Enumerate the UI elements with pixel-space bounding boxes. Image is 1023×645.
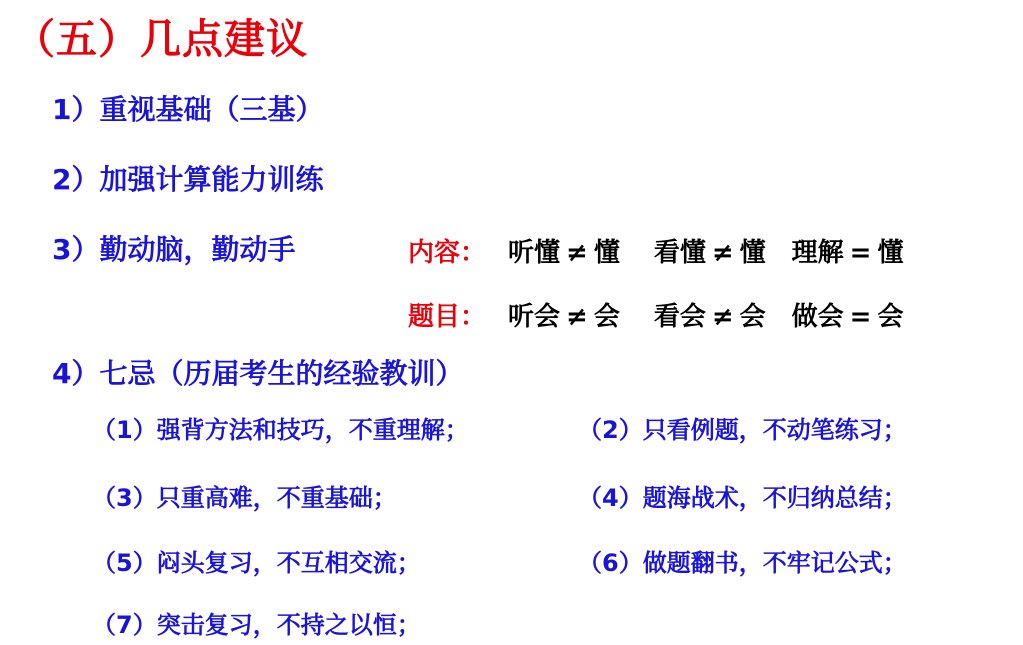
row2-op-3: = (849, 302, 872, 332)
taboo-item-5: （5）闷头复习，不互相交流； (92, 549, 421, 577)
row2-cell-4: 会 (739, 302, 766, 332)
row1-cell-3: 看懂 (653, 238, 706, 268)
row2-cell-2: 会 (593, 302, 620, 332)
taboo-item-3: （3）只重高难，不重基础； (92, 484, 397, 512)
row1-op-2: ≠ (711, 238, 734, 268)
taboo-item-1: （1）强背方法和技巧，不重理解； (92, 416, 469, 444)
table-row1-label: 内容： (408, 238, 487, 268)
table-row1-cells (508, 232, 903, 269)
taboo-item-4: （4）题海战术，不归纳总结； (578, 484, 907, 512)
taboo-item-6: （6）做题翻书，不牢记公式； (578, 549, 907, 577)
taboo-item-7: （7）突击复习，不持之以恒； (92, 611, 421, 639)
row1-op-1: ≠ (566, 238, 588, 268)
table-row2-cells (508, 296, 903, 333)
row2-cell-6: 会 (877, 302, 904, 332)
page-title: （五）几点建议 (14, 15, 308, 63)
row1-cell-1: 听懂 (508, 238, 561, 268)
suggestion-item-3: 3）勤动脑，勤动手 (52, 233, 296, 266)
row2-op-2: ≠ (711, 302, 734, 332)
row1-cell-2: 懂 (593, 238, 620, 268)
row2-op-1: ≠ (566, 302, 588, 332)
row2-cell-3: 看会 (653, 302, 706, 332)
row1-cell-5: 理解 (791, 238, 844, 268)
suggestion-item-2: 2）加强计算能力训练 (52, 163, 324, 196)
row1-cell-4: 懂 (739, 238, 766, 268)
row2-cell-5: 做会 (791, 302, 844, 332)
taboo-item-2: （2）只看例题，不动笔练习； (578, 416, 907, 444)
row2-cell-1: 听会 (508, 302, 561, 332)
table-row2-label: 题目： (408, 302, 487, 332)
row1-cell-6: 懂 (877, 238, 904, 268)
suggestion-item-4: 4）七忌（历届考生的经验教训） (52, 357, 464, 390)
row1-op-3: = (849, 238, 872, 268)
suggestion-item-1: 1）重视基础（三基） (52, 93, 324, 126)
